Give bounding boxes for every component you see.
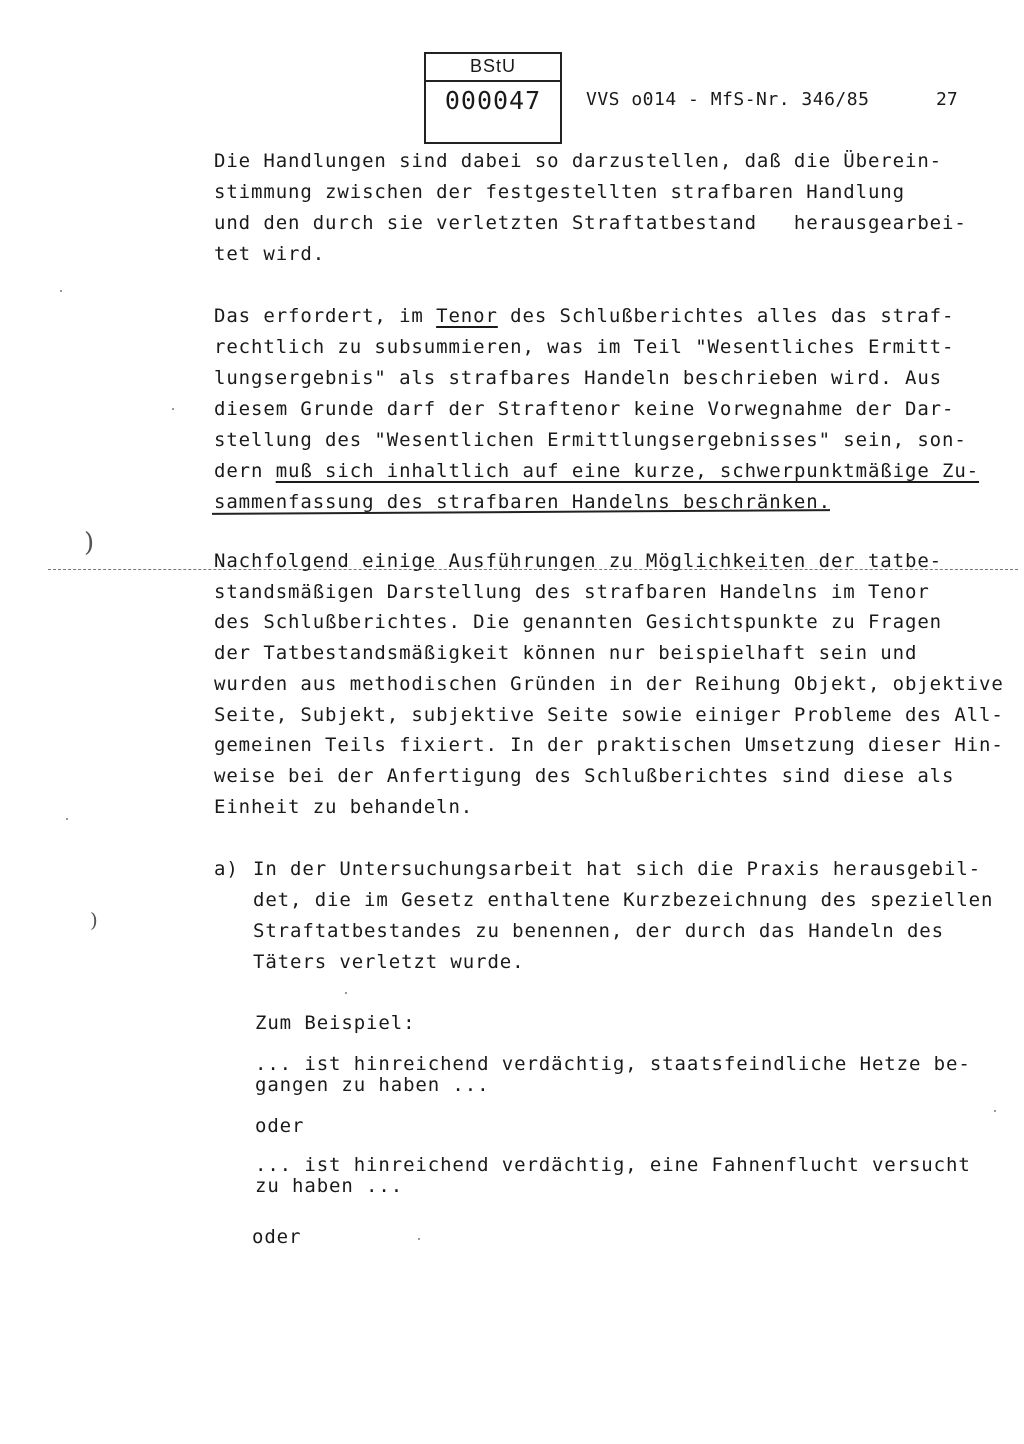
example-line: ... ist hinreichend verdächtig, staatsfeindliche Hetze be-	[255, 1053, 971, 1075]
paper-speck	[66, 818, 68, 820]
margin-mark: )	[84, 528, 95, 558]
underlined-passage: muß sich inhaltlich auf eine kurze, schwerpunktmäßige Zu-	[275, 460, 980, 482]
paragraph-3-line: weise bei der Anfertigung des Schlußberichtes sind diese als	[214, 765, 955, 787]
underlined-term: Tenor	[436, 305, 498, 327]
paragraph-3-line: Nachfolgend einige Ausführungen zu Möglichkeiten der tatbe-	[214, 550, 942, 572]
text-run: Das erfordert, im	[214, 305, 437, 327]
text-run: dern	[214, 460, 276, 482]
example-connector: oder	[252, 1226, 302, 1248]
list-item-line: Straftatbestandes zu benennen, der durch das Handeln des	[253, 920, 944, 942]
paper-speck	[345, 992, 347, 994]
paragraph-3-line: wurden aus methodischen Gründen in der Reihung Objekt, objektive	[214, 673, 1004, 695]
example-line: zu haben ...	[255, 1175, 404, 1197]
example-line: ... ist hinreichend verdächtig, eine Fahnenflucht versucht	[255, 1154, 971, 1176]
stamp-number: 000047	[444, 86, 542, 115]
list-marker: a)	[214, 858, 239, 880]
paragraph-3-line: Seite, Subjekt, subjektive Seite sowie einiger Probleme des All-	[214, 704, 1004, 726]
paragraph-2-line: rechtlich zu subsummieren, was im Teil "Wesentliches Ermitt-	[214, 336, 955, 358]
list-item-line: In der Untersuchungsarbeit hat sich die Praxis herausgebil-	[253, 858, 981, 880]
paragraph-1-line: tet wird.	[214, 243, 326, 265]
paragraph-1-line: Die Handlungen sind dabei so darzustellen, daß die Überein-	[214, 150, 942, 172]
example-line: gangen zu haben ...	[255, 1074, 490, 1096]
page-number: 27	[936, 89, 958, 110]
paragraph-2-line: stellung des "Wesentlichen Ermittlungsergebnisses" sein, son-	[214, 429, 967, 451]
paper-speck	[172, 408, 174, 410]
paper-speck	[418, 1238, 420, 1240]
list-item-line: Täters verletzt wurde.	[253, 951, 525, 973]
paragraph-2-line	[214, 462, 979, 481]
paragraph-2-line: sammenfassung des strafbaren Handelns beschränken.	[214, 491, 831, 513]
list-item-line: det, die im Gesetz enthaltene Kurzbezeichnung des speziellen	[253, 889, 994, 911]
paragraph-1-line: und den durch sie verletzten Straftatbestand herausgearbei-	[214, 212, 967, 234]
paragraph-2-line: lungsergebnis" als strafbares Handeln beschrieben wird. Aus	[214, 367, 942, 389]
paper-speck	[994, 1110, 996, 1112]
paper-speck	[60, 290, 62, 292]
document-reference: VVS o014 - MfS-Nr. 346/85	[586, 89, 870, 110]
archive-stamp	[424, 52, 562, 144]
paragraph-2-line	[214, 307, 954, 326]
stamp-title: BStU	[469, 56, 516, 76]
paragraph-3-line: standsmäßigen Darstellung des strafbaren Handelns im Tenor	[214, 581, 930, 603]
example-connector: oder	[255, 1115, 305, 1137]
paragraph-2-line: diesem Grunde darf der Straftenor keine Vorwegnahme der Dar-	[214, 398, 955, 420]
stamp-divider	[426, 80, 560, 82]
paragraph-3-line: des Schlußberichtes. Die genannten Gesichtspunkte zu Fragen	[214, 611, 942, 633]
example-heading: Zum Beispiel:	[255, 1012, 416, 1034]
margin-mark: )	[90, 908, 98, 932]
paragraph-3-line: Einheit zu behandeln.	[214, 796, 474, 818]
paragraph-3-line: der Tatbestandsmäßigkeit können nur beispielhaft sein und	[214, 642, 918, 664]
paragraph-3-line: gemeinen Teils fixiert. In der praktischen Umsetzung dieser Hin-	[214, 734, 1004, 756]
text-run: des Schlußberichtes alles das straf-	[497, 305, 955, 327]
paragraph-1-line: stimmung zwischen der festgestellten strafbaren Handlung	[214, 181, 905, 203]
